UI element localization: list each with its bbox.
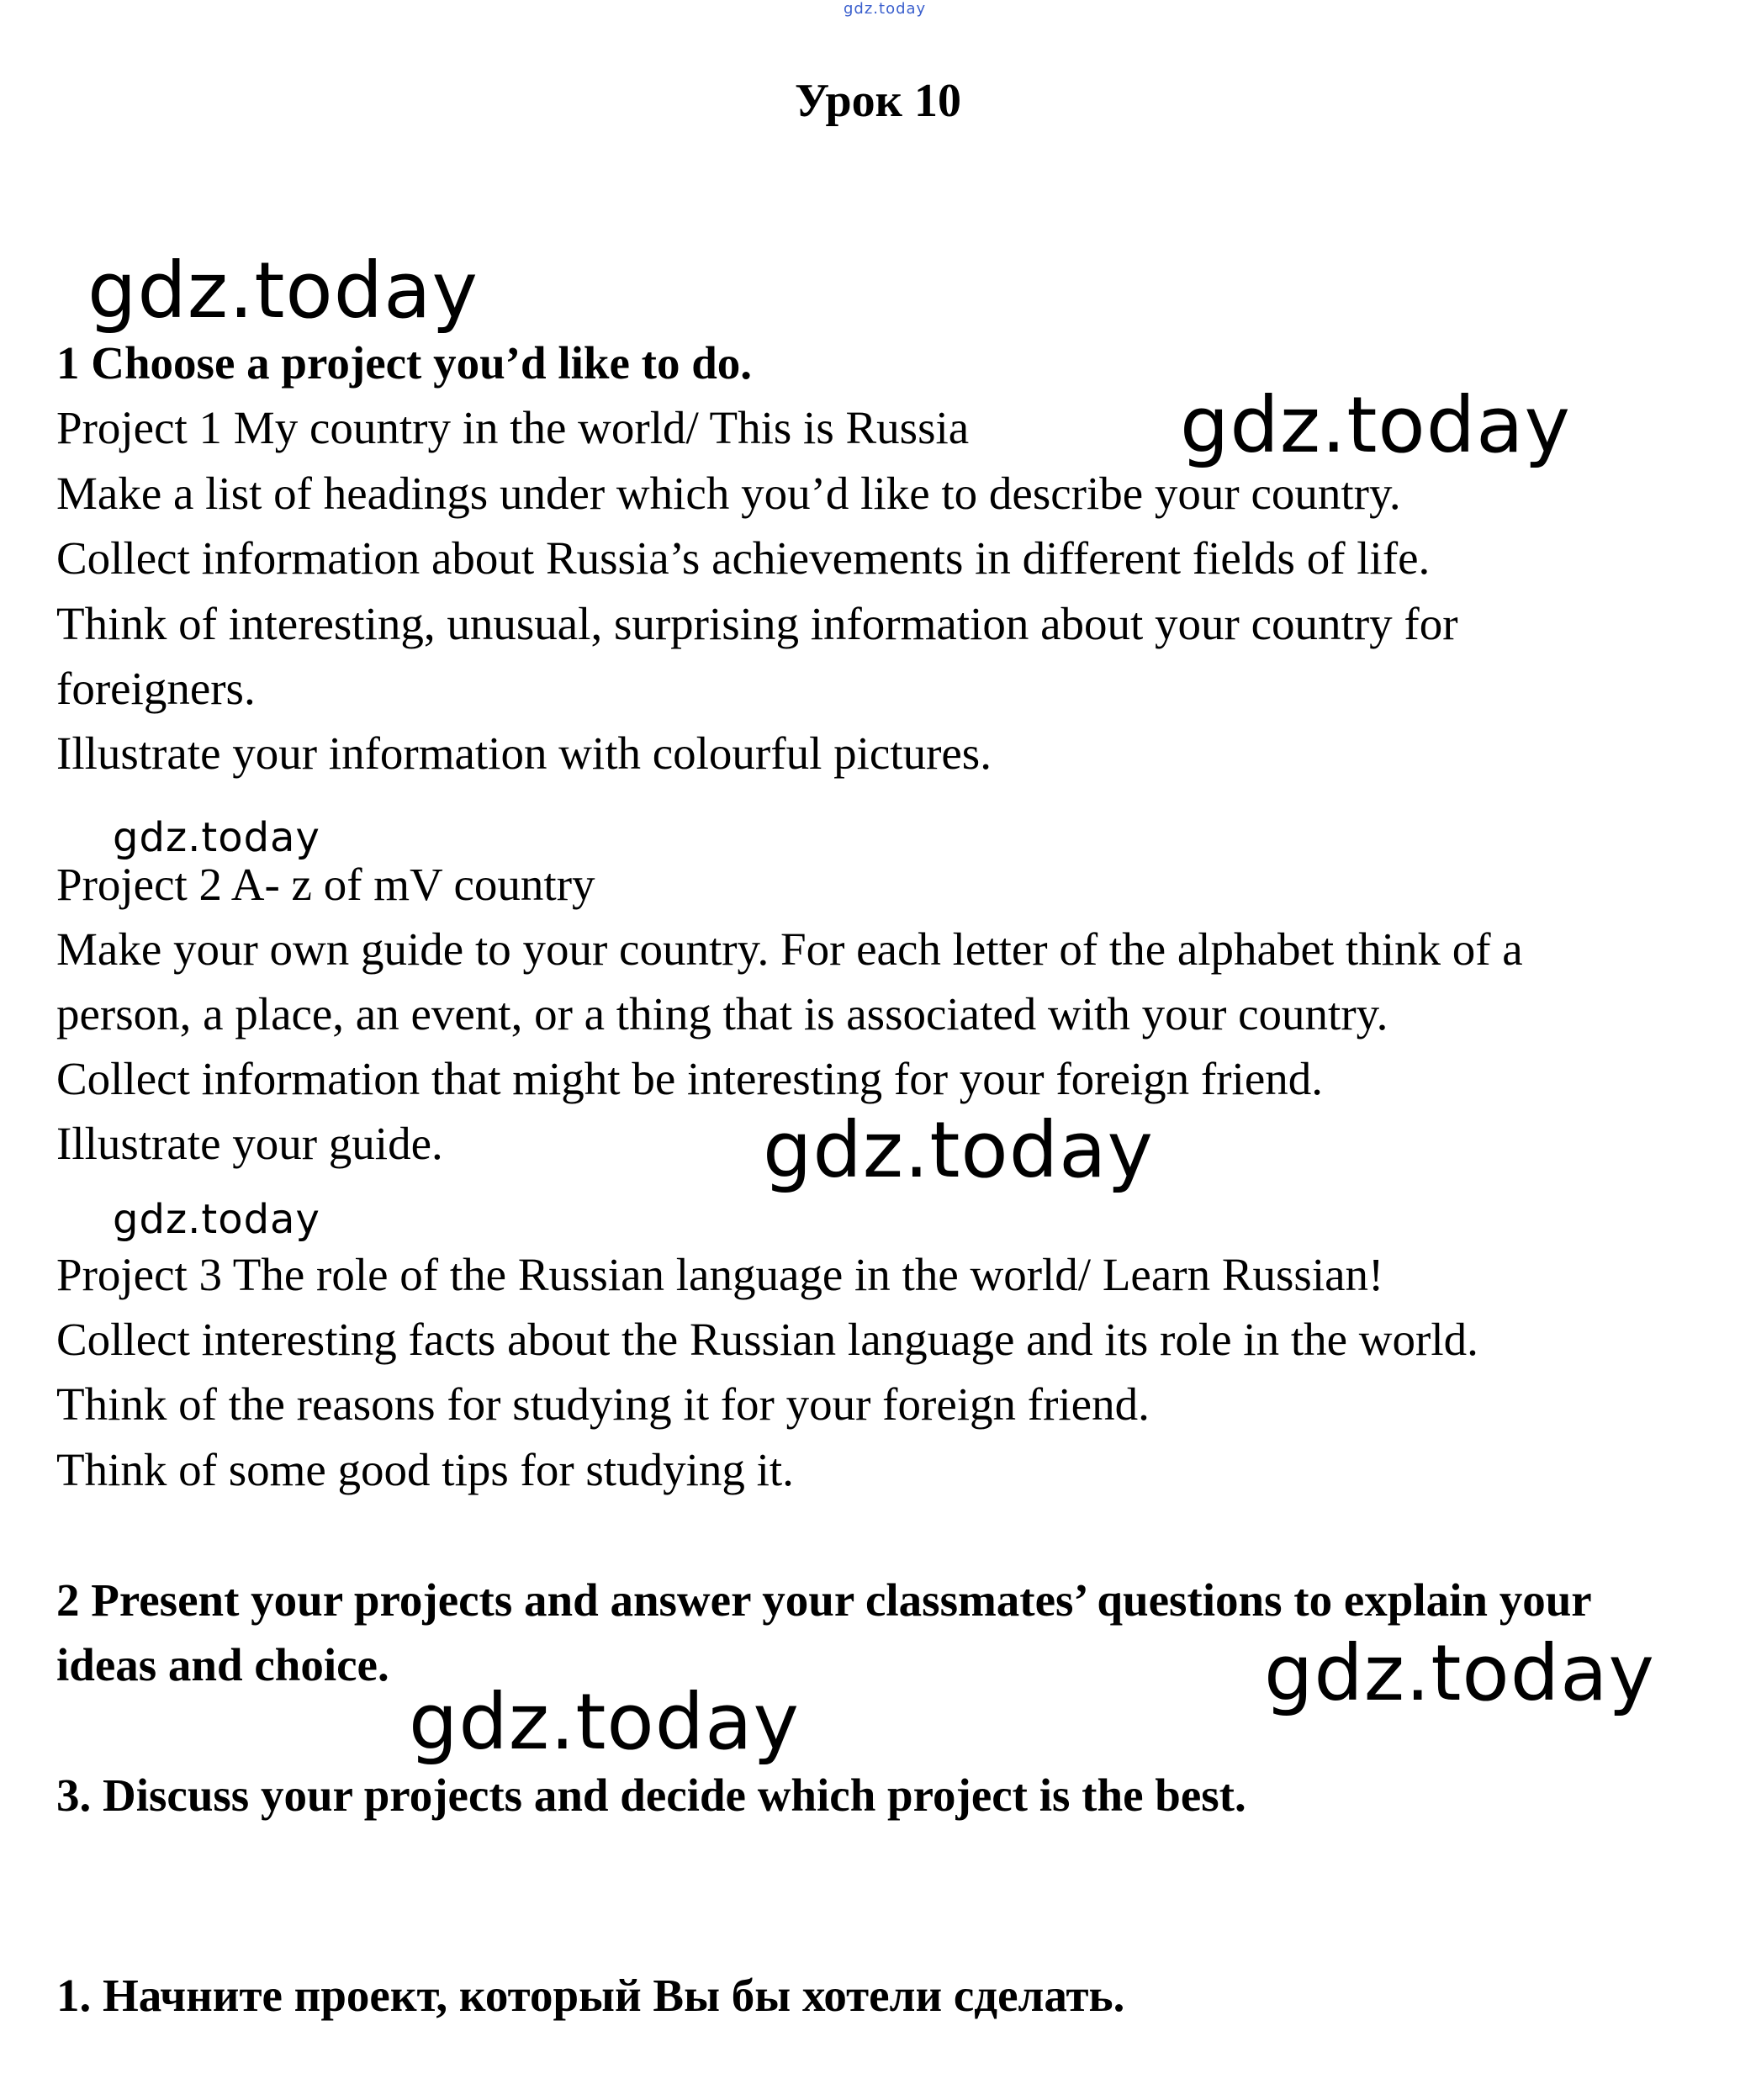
- project1-line: foreigners.: [56, 663, 256, 714]
- project2-line: Make your own guide to your country. For each letter of the alphabet think of a: [56, 923, 1523, 975]
- lesson-title: Урок 10: [795, 75, 961, 127]
- project3-line: Think of the reasons for studying it for your foreign friend.: [56, 1378, 1150, 1430]
- top-watermark: gdz.today: [844, 0, 927, 18]
- project1-line: Make a list of headings under which you’d like to describe your country.: [56, 468, 1401, 519]
- project1-line: Collect information about Russia’s achievements in different fields of life.: [56, 532, 1431, 584]
- task2-line: ideas and choice.: [56, 1639, 389, 1690]
- watermark: gdz.today: [1264, 1628, 1655, 1718]
- watermark: gdz.today: [113, 1196, 320, 1243]
- watermark: gdz.today: [1180, 380, 1571, 470]
- task1-heading: 1 Choose a project you’d like to do.: [56, 337, 753, 389]
- watermark: gdz.today: [87, 246, 479, 336]
- watermark: gdz.today: [763, 1105, 1154, 1195]
- project2-line: Illustrate your guide.: [56, 1118, 443, 1169]
- project2-line: person, a place, an event, or a thing that is associated with your country.: [56, 988, 1388, 1039]
- watermark: gdz.today: [409, 1677, 800, 1767]
- task3-heading: 3. Discuss your projects and decide which project is the best.: [56, 1769, 1246, 1821]
- project2-line: Collect information that might be interesting for your foreign friend.: [56, 1053, 1324, 1104]
- translation-heading: 1. Начните проект, который Вы бы хотели сделать.: [56, 1970, 1125, 2021]
- task2-line: 2 Present your projects and answer your classmates’ questions to explain your: [56, 1574, 1592, 1626]
- project3-line: Collect interesting facts about the Russian language and its role in the world.: [56, 1314, 1478, 1365]
- project1-line: Think of interesting, unusual, surprising information about your country for: [56, 598, 1458, 649]
- project1-line: Illustrate your information with colourful pictures.: [56, 727, 992, 779]
- project3-title: Project 3 The role of the Russian language in the world/ Learn Russian!: [56, 1249, 1384, 1300]
- watermark: gdz.today: [113, 814, 320, 861]
- project1-title: Project 1 My country in the world/ This is Russia: [56, 402, 970, 453]
- project3-line: Think of some good tips for studying it.: [56, 1444, 794, 1495]
- project2-title: Project 2 A- z of mV country: [56, 859, 595, 910]
